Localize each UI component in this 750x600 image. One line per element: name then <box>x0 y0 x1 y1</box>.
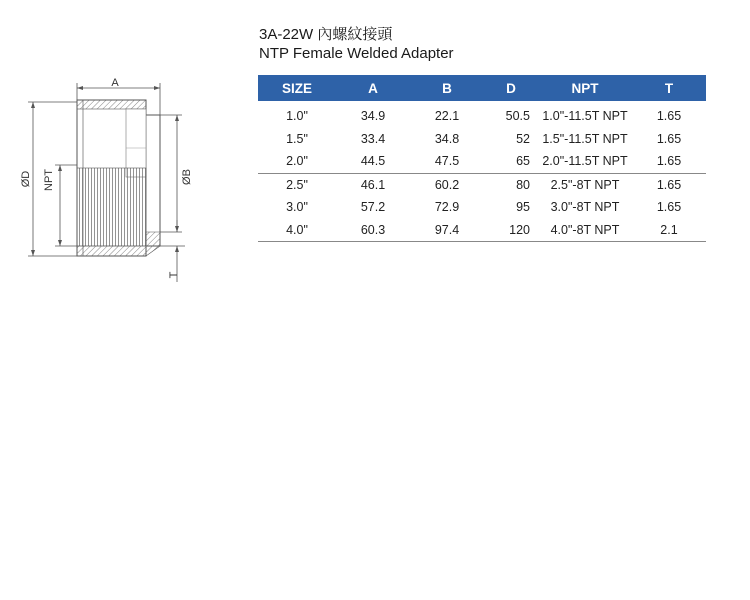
cell-npt: 3.0"-8T NPT <box>550 200 620 215</box>
cell-npt: 4.0"-8T NPT <box>538 219 632 242</box>
dimension-t <box>160 220 185 282</box>
cell-t: 1.65 <box>656 200 682 215</box>
dimension-b <box>160 115 193 232</box>
cell-size: 1.5" <box>286 131 308 146</box>
technical-drawing <box>0 70 230 300</box>
dimension-npt <box>43 165 77 246</box>
cell-t: 1.65 <box>656 131 682 146</box>
label-b: ØB <box>181 169 193 185</box>
cell-t: 1.65 <box>632 173 706 196</box>
cell-b: 72.9 <box>434 200 460 215</box>
dimension-table <box>258 75 706 242</box>
cell-a: 57.2 <box>360 200 386 215</box>
cell-t: 2.1 <box>632 219 706 242</box>
cell-b: 47.5 <box>434 154 460 169</box>
table-row <box>258 101 706 128</box>
title-english: NTP Female Welded Adapter <box>259 45 454 62</box>
cell-size: 1.0" <box>286 109 308 124</box>
column-header-b: B <box>410 75 484 101</box>
cell-d: 120 <box>484 219 538 242</box>
cell-a: 44.5 <box>360 154 386 169</box>
label-t: T <box>168 271 180 279</box>
cell-a: 34.9 <box>360 109 386 124</box>
cell-size: 2.0" <box>286 154 308 169</box>
cell-b: 60.2 <box>410 173 484 196</box>
label-a: A <box>111 77 119 89</box>
cell-npt: 1.5"-11.5T NPT <box>542 131 628 146</box>
cell-b: 97.4 <box>410 219 484 242</box>
column-header-t: T <box>632 75 706 101</box>
cell-t: 1.65 <box>656 109 682 124</box>
column-header-npt: NPT <box>538 75 632 101</box>
title-chinese: 3A-22W 內螺紋接頭 <box>259 26 393 43</box>
table-row <box>258 150 706 173</box>
cell-size: 4.0" <box>258 219 336 242</box>
table-row <box>258 173 706 196</box>
column-header-d: D <box>484 75 538 101</box>
adapter-body <box>77 100 160 256</box>
cell-npt: 2.0"-11.5T NPT <box>542 154 628 169</box>
cell-t: 1.65 <box>656 154 682 169</box>
table-row <box>258 196 706 219</box>
column-header-size: SIZE <box>258 75 336 101</box>
cell-d: 52 <box>516 131 530 146</box>
cell-b: 22.1 <box>434 109 460 124</box>
label-npt: NPT <box>43 169 55 191</box>
cell-size: 2.5" <box>258 173 336 196</box>
cell-d: 65 <box>516 154 530 169</box>
cell-a: 46.1 <box>336 173 410 196</box>
table-row <box>258 219 706 242</box>
cell-a: 60.3 <box>336 219 410 242</box>
cell-npt: 1.0"-11.5T NPT <box>542 109 628 124</box>
table-row <box>258 128 706 151</box>
cell-size: 3.0" <box>286 200 308 215</box>
cell-b: 34.8 <box>434 131 460 146</box>
cell-a: 33.4 <box>360 131 386 146</box>
cell-d: 95 <box>516 200 530 215</box>
cell-d: 50.5 <box>505 109 530 124</box>
cell-d: 80 <box>484 173 538 196</box>
title-block <box>259 25 454 63</box>
label-d: ØD <box>20 170 32 188</box>
column-header-a: A <box>336 75 410 101</box>
cell-npt: 2.5"-8T NPT <box>538 173 632 196</box>
table-header-row <box>258 75 706 101</box>
